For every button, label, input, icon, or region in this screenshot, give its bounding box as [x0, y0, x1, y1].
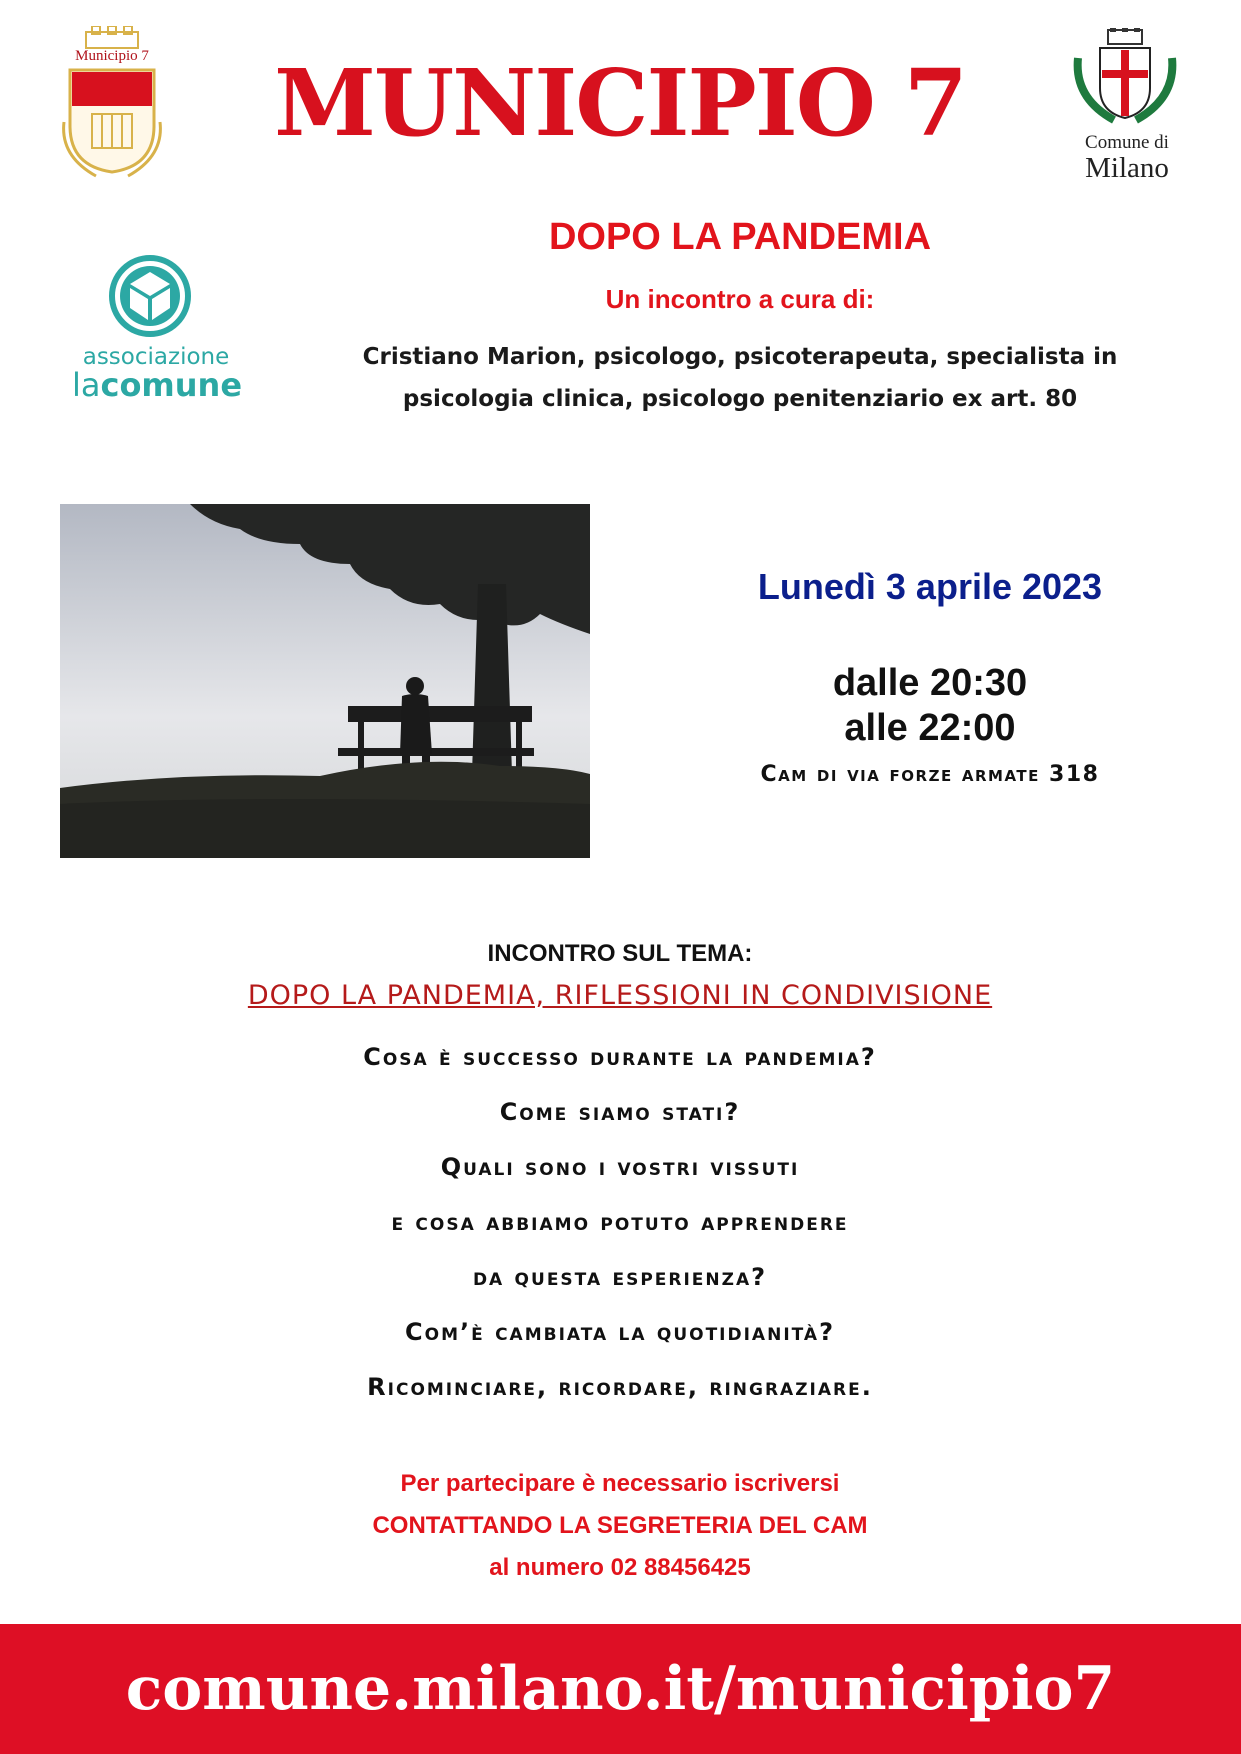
association-name-la: la: [71, 366, 101, 404]
speaker-line-2: psicologia clinica, psicologo penitenziario ex art. 80: [402, 386, 1078, 412]
event-time-start: dalle 20:30: [832, 662, 1028, 704]
question-line: e cosa abbiamo potuto apprendere: [391, 1208, 849, 1236]
municipio-7-logo: [56, 26, 168, 184]
event-subtitle: DOPO LA PANDEMIA: [548, 216, 932, 258]
municipio-7-logo-text: Municipio 7: [75, 48, 149, 64]
speaker-line-1: Cristiano Marion, psicologo, psicoterapeuta, specialista in: [362, 344, 1118, 370]
question-line: Quali sono i vostri vissuti: [440, 1153, 800, 1181]
event-location: Cam di via forze armate 318: [760, 762, 1100, 787]
footer-website-link[interactable]: comune.milano.it/municipio7: [125, 1654, 1116, 1724]
theme-label: INCONTRO SUL TEMA:: [487, 940, 753, 967]
speaker-description: [310, 336, 1170, 420]
registration-phone: al numero 02 88456425: [489, 1554, 751, 1581]
bench-silhouette-photo: [60, 504, 590, 858]
page-title: MUNICIPIO 7: [274, 49, 966, 157]
comune-milano-label-top: Comune di: [1085, 132, 1169, 153]
event-date: Lunedì 3 aprile 2023: [757, 566, 1103, 607]
question-line: Cosa è successo durante la pandemia?: [363, 1043, 877, 1071]
association-name-line2: [52, 366, 262, 404]
question-line: da questa esperienza?: [472, 1263, 768, 1291]
association-name-line1: associazione: [82, 344, 230, 370]
question-line: Ricominciare, ricordare, ringraziare.: [367, 1373, 873, 1401]
association-name-comune: comune: [100, 366, 243, 404]
comune-milano-label-bottom: Milano: [1085, 152, 1169, 184]
registration-line-1: Per partecipare è necessario iscriversi: [400, 1470, 840, 1497]
lacomune-logo-icon: [108, 254, 192, 338]
event-time-end: alle 22:00: [844, 707, 1016, 749]
question-line: Com’è cambiata la quotidianità?: [405, 1318, 835, 1346]
question-line: Come siamo stati?: [499, 1098, 741, 1126]
registration-line-2: CONTATTANDO LA SEGRETERIA DEL CAM: [372, 1512, 868, 1539]
theme-title: DOPO LA PANDEMIA, RIFLESSIONI IN CONDIVISIONE: [247, 980, 993, 1011]
curated-by-label: Un incontro a cura di:: [605, 284, 875, 314]
